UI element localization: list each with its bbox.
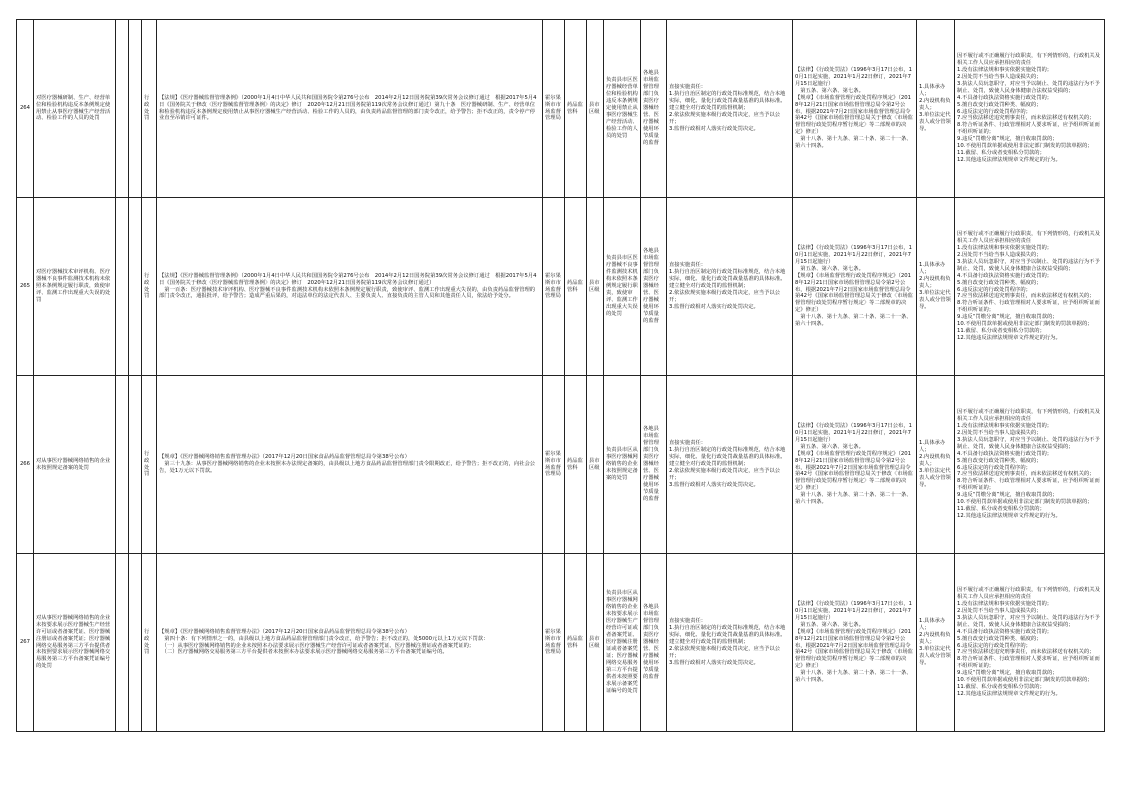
legal-basis: 【法规】《医疗器械监督管理条例》（2000年1月4日中华人民共和国国务院令第276号公布 2014年2月12日国务院第39次常务会议修订通过 根据2017年5月4日《国务院关于修改〈医疗器械监督管理条例〉的决定》修订 2020年12月21日国务院第119次常务会议修订通过）第九十条 医疗器械研制、生产、经营单位和检验机构违反本条例规定使用禁止从事医疗器械生产经营活动、检验工作的人员的，由负责药品监督管理的部门责令改正，给予警告；拒不改正的，责令停产停业直至吊销许可证件。 <box>157 20 543 198</box>
empty-cell <box>116 198 129 376</box>
legal-reference: 【法律】《行政处罚法》（1996年3月17日公布，10月1日起实施，2021年1月22日修订，2021年7月15日起施行） 第五条、第六条、第七条。 【规章】《市场监督管理行政处罚程序规定》（2018年12月21日国家市场监督管理总局令第2号公布，根据2021年7月2日国家市场监督管理总局令第42号《国家市场监督管理总局关于修改〈市场监督管理行政处罚程序暂行规定〉等二部规章的决定》修正） 第十八条、第十九条、第二十条、第二十一条、第六十四条。 <box>793 20 917 198</box>
row-number: 266 <box>17 376 34 554</box>
item-name: 对从事医疗器械网络销售的企业未按照规定备案的处罚 <box>34 376 116 554</box>
accountability-cases: 因不履行或不正确履行行政职责，有下列情形的，行政机关及相关工作人员应承担相应的责任 1.没有法律法规和事实依据实施处罚的； 2.因处罚不当给当事人造成损失的； 3.执法人员玩忽职守，对应当予以制止、处罚的违法行为不予制止、处罚，致使人民身体健康合法权益受损的； 4.不具备行政执法资格实施行政处罚的； 5.擅自改变行政处罚种类、幅度的； 6.违反法定的行政处罚程序的； 7.应当依法移送追究刑事责任，而未依法移送有权机关的； 8.符合听证条件、行政管理相对人要求听证，应予组织听证而不组织听证的； 9.违反“罚缴分离”规定，擅自收取罚款的； 10.不使用罚款单据或使用非法定部门制发的罚款单据的； 11.截留、私分或者变相私分罚款的； 12.其他违反法律法规规章文件规定的行为。 <box>955 376 1105 554</box>
responsible-department: 药品监管科 <box>565 554 587 732</box>
related-departments: 各地县市场监督管理部门负责医疗器械经营、医疗器械使用环节质量的监督 <box>641 198 667 376</box>
responsible-persons: 1.具体承办人； 2.内设机构负责人； 3.单位法定代表人或分管领导。 <box>917 20 955 198</box>
responsible-persons: 1.具体承办人； 2.内设机构负责人； 3.单位法定代表人或分管领导。 <box>917 554 955 732</box>
empty-cell <box>129 376 142 554</box>
table-row <box>17 198 1105 376</box>
responsibility-scope: 负责县市区医疗器械经营单位和检验机构违反本条例规定使用禁止从事医疗器械生产经营活动、检验工作的人员的处罚 <box>604 20 641 198</box>
empty-cell <box>129 20 142 198</box>
empty-cell <box>116 554 129 732</box>
responsible-persons: 1.具体承办人； 2.内设机构负责人； 3.单位法定代表人或分管领导。 <box>917 376 955 554</box>
responsibility-scope: 负责县市区从事医疗器械网络销售的企业未按要求展示医疗器械生产经营许可证或者备案凭证、医疗器械注册证或者备案凭证；医疗器械网络交易服务第三方平台提供者未按照要求展示备案凭证编号的处罚 <box>604 554 641 732</box>
implementing-subject: 霍尔果斯市市场监督管理局 <box>543 376 565 554</box>
legal-basis: 【规章】《医疗器械网络销售监督管理办法》（2017年12月20日国家食品药品监督管理总局令第38号公布） 第四十条：有下列情形之一的，由县级以上地方食品药品监督管理部门责令改正，给予警告；拒不改正的，处5000元以上1万元以下罚款： （一）从事医疗器械网络销售的企业未按照本办法要求展示医疗器械生产经营许可证或者备案凭证、医疗器械注册证或者备案凭证的； （二）医疗器械网络交易服务第三方平台提供者未按照本办法要求展示医疗器械网络交易服务第三方平台备案凭证编号的。 <box>157 554 543 732</box>
exercise-level: 县市区级 <box>587 20 604 198</box>
accountability-cases: 因不履行或不正确履行行政职责，有下列情形的，行政机关及相关工作人员应承担相应的责任 1.没有法律法规和事实依据实施处罚的； 2.因处罚不当给当事人造成损失的； 3.执法人员玩忽职守，对应当予以制止、处罚的违法行为不予制止、处罚，致使人民身体健康合法权益受损的； 4.不具备行政执法资格实施行政处罚的； 5.擅自改变行政处罚种类、幅度的； 6.违反法定的行政处罚程序的； 7.应当依法移送追究刑事责任，而未依法移送有权机关的； 8.符合听证条件、行政管理相对人要求听证，应予组织听证而不组织听证的； 9.违反“罚缴分离”规定，擅自收取罚款的； 10.不使用罚款单据或使用非法定部门制发的罚款单据的； 11.截留、私分或者变相私分罚款的； 12.其他违反法律法规规章文件规定的行为。 <box>955 198 1105 376</box>
related-departments: 各地县市场监督管理部门负责医疗器械经营、医疗器械使用环节质量的监督 <box>641 20 667 198</box>
item-name: 对医疗器械技术审评机构、医疗器械不良事件监测技术机构未依照本条例规定履行职责，致使审评、监测工作出现重大失误的处罚 <box>34 198 116 376</box>
responsible-department: 药品监管科 <box>565 376 587 554</box>
item-name: 对从事医疗器械网络销售的企业未按要求展示医疗器械生产经营许可证或者备案凭证、医疗器械注册证或者备案凭证；医疗器械网络交易服务第三方平台提供者未按照要求展示医疗器械网络交易服务第三方平台备案凭证编号的处罚 <box>34 554 116 732</box>
legal-reference: 【法律】《行政处罚法》（1996年3月17日公布，10月1日起实施，2021年1月22日修订，2021年7月15日起施行） 第五条、第六条、第七条。 【规章】《市场监督管理行政处罚程序规定》（2018年12月21日国家市场监督管理总局令第2号公布，根据2021年7月2日国家市场监督管理总局令第42号《国家市场监督管理总局关于修改〈市场监督管理行政处罚程序暂行规定〉等二部规章的决定》修正） 第十八条、第十九条、第二十条、第二十一条、第六十四条。 <box>793 198 917 376</box>
legal-basis: 【规章】《医疗器械网络销售监督管理办法》（2017年12月20日国家食品药品监督管理总局令第38号公布） 第三十九条：从事医疗器械网络销售的企业未按照本办法规定备案的，由县级以上地方食品药品监督管理部门责令限期改正，给予警告；拒不改正的，向社会公告，处1万元以下罚款。 <box>157 376 543 554</box>
exercise-level: 县市区级 <box>587 554 604 732</box>
empty-cell <box>116 376 129 554</box>
table-row <box>17 376 1105 554</box>
responsibility-scope: 负责县市区从事医疗器械网络销售的企业未按照规定备案的处罚 <box>604 376 641 554</box>
exercise-level: 县市区级 <box>587 376 604 554</box>
responsibility-scope: 负责县市区医疗器械不良事件监测技术机构未依照本条例规定履行职责，致使审评、监测工作出现重大失误的处罚 <box>604 198 641 376</box>
row-number: 265 <box>17 198 34 376</box>
implementing-subject: 霍尔果斯市市场监督管理局 <box>543 198 565 376</box>
empty-cell <box>129 198 142 376</box>
related-departments: 各地县市场监督管理部门负责医疗器械经营、医疗器械使用环节质量的监督 <box>641 376 667 554</box>
item-type: 行政处罚 <box>142 20 157 198</box>
empty-cell <box>116 20 129 198</box>
responsibility-table <box>16 19 1105 732</box>
legal-reference: 【法律】《行政处罚法》（1996年3月17日公布，10月1日起实施，2021年1月22日修订，2021年7月15日起施行） 第五条、第六条、第七条。 【规章】《市场监督管理行政处罚程序规定》（2018年12月21日国家市场监督管理总局令第2号公布，根据2021年7月2日国家市场监督管理总局令第42号《国家市场监督管理总局关于修改〈市场监督管理行政处罚程序暂行规定〉等二部规章的决定》修正） 第十八条、第十九条、第二十条、第二十一条、第六十四条。 <box>793 554 917 732</box>
item-type: 行政处罚 <box>142 198 157 376</box>
accountability-cases: 因不履行或不正确履行行政职责，有下列情形的，行政机关及相关工作人员应承担相应的责任 1.没有法律法规和事实依据实施处罚的； 2.因处罚不当给当事人造成损失的； 3.执法人员玩忽职守，对应当予以制止、处罚的违法行为不予制止、处罚，致使人民身体健康合法权益受损的； 4.不具备行政执法资格实施行政处罚的； 5.擅自改变行政处罚种类、幅度的； 6.违反法定的行政处罚程序的； 7.应当依法移送追究刑事责任，而未依法移送有权机关的； 8.符合听证条件、行政管理相对人要求听证，应予组织听证而不组织听证的； 9.违反“罚缴分离”规定，擅自收取罚款的； 10.不使用罚款单据或使用非法定部门制发的罚款单据的； 11.截留、私分或者变相私分罚款的； 12.其他违反法律法规规章文件规定的行为。 <box>955 554 1105 732</box>
responsible-persons: 1.具体承办人； 2.内设机构负责人； 3.单位法定代表人或分管领导。 <box>917 198 955 376</box>
table-row <box>17 554 1105 732</box>
implementing-subject: 霍尔果斯市市场监督管理局 <box>543 554 565 732</box>
item-type: 行政处罚 <box>142 376 157 554</box>
responsible-department: 药品监管科 <box>565 20 587 198</box>
responsibility-items: 直接实施责任： 1.执行自治区制定的行政处罚标准规范，结合本地实际，细化、量化行政处罚裁量基准的具体标准。建立健全对行政处罚的监督机制； 2.依法依规实施本级行政处罚决定，应当予以公开； 3.监督行政相对人落实行政处罚决定。 <box>667 20 793 198</box>
item-name: 对医疗器械研制、生产、经营单位和检验机构违反本条例规定使用禁止从事医疗器械生产经营活动、检验工作的人员的处罚 <box>34 20 116 198</box>
row-number: 267 <box>17 554 34 732</box>
responsibility-items: 直接实施责任： 1.执行自治区制定的行政处罚标准规范，结合本地实际，细化、量化行政处罚裁量基准的具体标准。建立健全对行政处罚的监督机制； 2.依法依规实施本级行政处罚决定，应当予以公开； 3.监督行政相对人落实行政处罚决定。 <box>667 376 793 554</box>
row-number: 264 <box>17 20 34 198</box>
table-row <box>17 20 1105 198</box>
responsible-department: 药品监管科 <box>565 198 587 376</box>
accountability-cases: 因不履行或不正确履行行政职责，有下列情形的，行政机关及相关工作人员应承担相应的责任 1.没有法律法规和事实依据实施处罚的； 2.因处罚不当给当事人造成损失的； 3.执法人员玩忽职守，对应当予以制止、处罚的违法行为不予制止、处罚，致使人民身体健康合法权益受损的； 4.不具备行政执法资格实施行政处罚的； 5.擅自改变行政处罚种类、幅度的； 6.违反法定的行政处罚程序的； 7.应当依法移送追究刑事责任，而未依法移送有权机关的； 8.符合听证条件、行政管理相对人要求听证，应予组织听证而不组织听证的； 9.违反“罚缴分离”规定，擅自收取罚款的； 10.不使用罚款单据或使用非法定部门制发的罚款单据的； 11.截留、私分或者变相私分罚款的； 12.其他违反法律法规规章文件规定的行为。 <box>955 20 1105 198</box>
empty-cell <box>129 554 142 732</box>
related-departments: 各地县市场监督管理部门负责医疗器械经营、医疗器械使用环节质量的监督 <box>641 554 667 732</box>
responsibility-items: 直接实施责任： 1.执行自治区制定的行政处罚标准规范，结合本地实际，细化、量化行政处罚裁量基准的具体标准。建立健全对行政处罚的监督机制； 2.依法依规实施本级行政处罚决定，应当予以公开； 3.监督行政相对人落实行政处罚决定。 <box>667 554 793 732</box>
item-type: 行政处罚 <box>142 554 157 732</box>
legal-basis: 【法规】《医疗器械监督管理条例》（2000年1月4日中华人民共和国国务院令第276号公布 2014年2月12日国务院第39次常务会议修订通过 根据2017年5月4日《国务院关于修改〈医疗器械监督管理条例〉的决定》修订 2020年12月21日国务院第119次常务会议修订通过） 第一百条：医疗器械技术审评机构、医疗器械不良事件监测技术机构未依照本条例规定履行职责，致使审评、监测工作出现重大失误的，由负责药品监督管理的部门责令改正，通报批评，给予警告；造成严重后果的，对违法单位的法定代表人、主要负责人、直接负责的主管人员和其他责任人员，依法给予处分。 <box>157 198 543 376</box>
responsibility-items: 直接实施责任： 1.执行自治区制定的行政处罚标准规范，结合本地实际，细化、量化行政处罚裁量基准的具体标准。建立健全对行政处罚的监督机制； 2.依法依规实施本级行政处罚决定，应当予以公开； 3.监督行政相对人落实行政处罚决定。 <box>667 198 793 376</box>
implementing-subject: 霍尔果斯市市场监督管理局 <box>543 20 565 198</box>
exercise-level: 县市区级 <box>587 198 604 376</box>
legal-reference: 【法律】《行政处罚法》（1996年3月17日公布，10月1日起实施，2021年1月22日修订，2021年7月15日起施行） 第五条、第六条、第七条。 【规章】《市场监督管理行政处罚程序规定》（2018年12月21日国家市场监督管理总局令第2号公布，根据2021年7月2日国家市场监督管理总局令第42号《国家市场监督管理总局关于修改〈市场监督管理行政处罚程序暂行规定〉等二部规章的决定》修正） 第十八条、第十九条、第二十条、第二十一条、第六十四条。 <box>793 376 917 554</box>
